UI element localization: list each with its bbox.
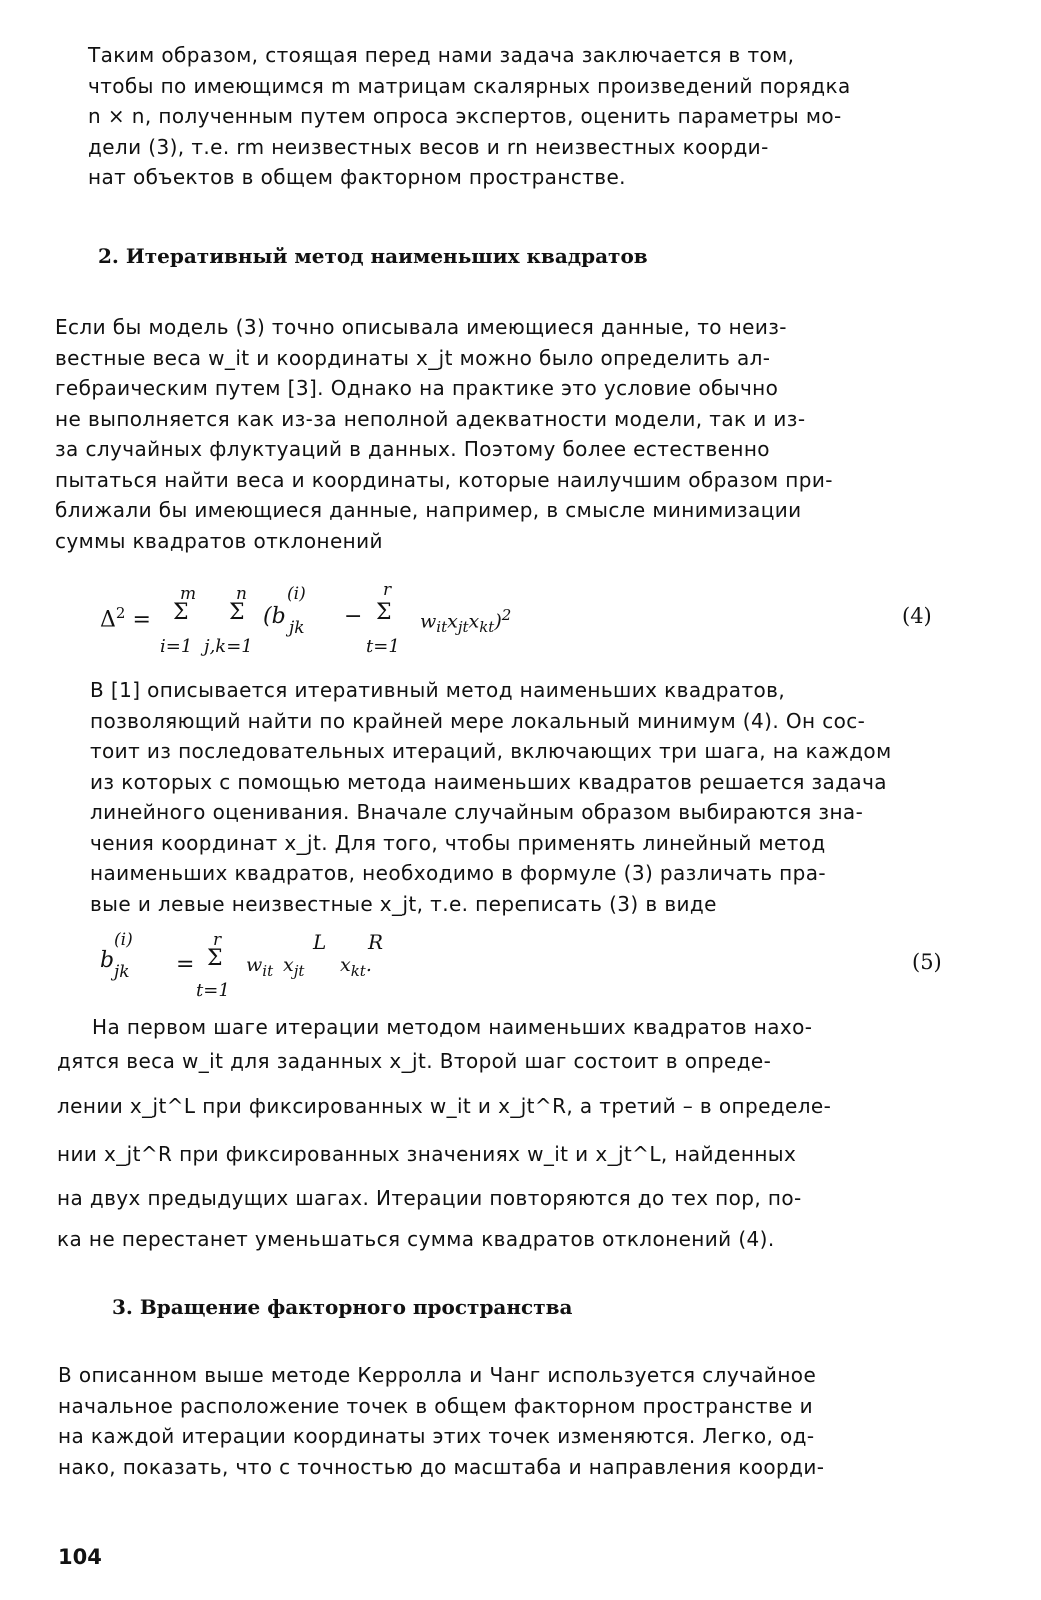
text-line: за случайных флуктуаций в данных. Поэтому более естественно: [55, 437, 770, 461]
text-line: вые и левые неизвестные x_jt, т.е. переписать (3) в виде: [90, 891, 717, 916]
text-line: тоит из последовательных итераций, включающих три шага, на каждом: [90, 739, 892, 763]
formula-lhs: b: [100, 948, 115, 973]
text-line: Если бы модель (3) точно описывала имеющиеся данные, то неиз-: [55, 315, 787, 339]
sum-symbol: Σ: [229, 600, 245, 625]
section-heading: 3. Вращение факторного пространства: [112, 1295, 573, 1319]
sum-bottom: t=1: [366, 636, 400, 657]
section2-paragraph-2: [90, 675, 892, 919]
sum-top: r: [213, 930, 222, 950]
formula-equals: =: [132, 607, 151, 633]
text-line: на двух предыдущих шагах. Итерации повторяются до тех пор, по-: [57, 1186, 802, 1210]
section2-paragraph-1: [55, 312, 833, 556]
text-line: дели (3), т.е. rm неизвестных весов и rn неизвестных коорди-: [88, 134, 769, 159]
term-b-superscript: (i): [287, 584, 306, 604]
text-line: нако, показать, что с точностью до масштаба и направления коорди-: [58, 1454, 825, 1479]
text-line: дятся веса w_it для заданных x_jt. Второй шаг состоит в опреде-: [57, 1049, 772, 1073]
term-x-left: $x_{jt}$: [283, 954, 305, 980]
sum-symbol: Σ: [207, 946, 223, 971]
formula-superscript: (i): [114, 930, 133, 950]
section-heading: 2. Итеративный метод наименьших квадратов: [98, 244, 648, 268]
page-number: 104: [58, 1545, 102, 1569]
formula-equals: =: [176, 952, 195, 977]
term-x-right: $x_{kt}$.: [340, 954, 372, 980]
sum-bottom: j,k=1: [204, 636, 253, 657]
section2-paragraph-3: [57, 1010, 831, 1256]
product-term: $w_{it}x_{jt}x_{kt})^2$: [420, 606, 512, 637]
sum-symbol: Σ: [376, 600, 392, 625]
sum-bottom: i=1: [160, 636, 193, 657]
text-line: нии x_jt^R при фиксированных значениях w_it и x_jt^L, найденных: [57, 1142, 797, 1166]
text-line: из которых с помощью метода наименьших квадратов решается задача: [90, 769, 887, 794]
intro-paragraph: [88, 40, 851, 193]
text-line: На первом шаге итерации методом наименьших квадратов нахо-: [92, 1015, 813, 1039]
term-b-subscript: jk: [289, 618, 305, 638]
text-line: на каждой итерации координаты этих точек изменяются. Легко, од-: [58, 1424, 815, 1448]
formula-subscript: jk: [114, 962, 130, 982]
text-line: чтобы по имеющимся m матрицам скалярных произведений порядка: [88, 73, 851, 98]
superscript-r: R: [368, 930, 384, 954]
formula-minus: −: [344, 604, 363, 629]
text-line: n × n, полученным путем опроса экспертов, оценить параметры мо-: [88, 104, 842, 128]
text-line: чения координат x_jt. Для того, чтобы применять линейный метод: [90, 830, 826, 855]
term-b: (b: [263, 604, 286, 629]
text-line: гебраическим путем [3]. Однако на практике это условие обычно: [55, 376, 779, 400]
text-line: ка не перестанет уменьшаться сумма квадратов отклонений (4).: [57, 1227, 775, 1251]
formula-lhs: Δ: [100, 607, 116, 633]
text-line: наименьших квадратов, необходимо в формуле (3) различать пра-: [90, 861, 827, 885]
sum-top: n: [236, 584, 247, 604]
text-line: вестные веса w_it и координаты x_jt можно было определить ал-: [55, 345, 771, 370]
text-line: ближали бы имеющиеся данные, например, в смысле минимизации: [55, 498, 802, 522]
text-line: позволяющий найти по крайней мере локальный минимум (4). Он сос-: [90, 708, 866, 733]
sum-top: r: [383, 580, 392, 600]
text-line: В описанном выше методе Керролла и Чанг используется случайное: [58, 1363, 817, 1387]
text-line: суммы квадратов отклонений: [55, 528, 383, 553]
term-w: $w_{it}$: [246, 954, 274, 980]
text-line: пытаться найти веса и координаты, которые наилучшим образом при-: [55, 467, 833, 492]
sum-top: m: [180, 584, 197, 604]
text-line: лении x_jt^L при фиксированных w_it и x_jt^R, а третий – в определе-: [57, 1094, 832, 1118]
text-line: не выполняется как из-за неполной адекватности модели, так и из-: [55, 406, 806, 431]
text-line: линейного оценивания. Вначале случайным образом выбираются зна-: [90, 800, 864, 824]
text-line: Таким образом, стоящая перед нами задача заключается в том,: [88, 43, 795, 67]
sum-symbol: Σ: [173, 600, 189, 625]
formula-superscript: 2: [115, 604, 126, 622]
text-line: начальное расположение точек в общем факторном пространстве и: [58, 1393, 813, 1418]
text-line: нат объектов в общем факторном пространстве.: [88, 165, 626, 189]
sum-bottom: t=1: [196, 980, 230, 1001]
section3-paragraph-1: [58, 1360, 824, 1482]
superscript-l: L: [313, 930, 327, 954]
equation-number: (4): [902, 604, 932, 628]
equation-number: (5): [912, 950, 942, 974]
text-line: В [1] описывается итеративный метод наименьших квадратов,: [90, 678, 786, 702]
